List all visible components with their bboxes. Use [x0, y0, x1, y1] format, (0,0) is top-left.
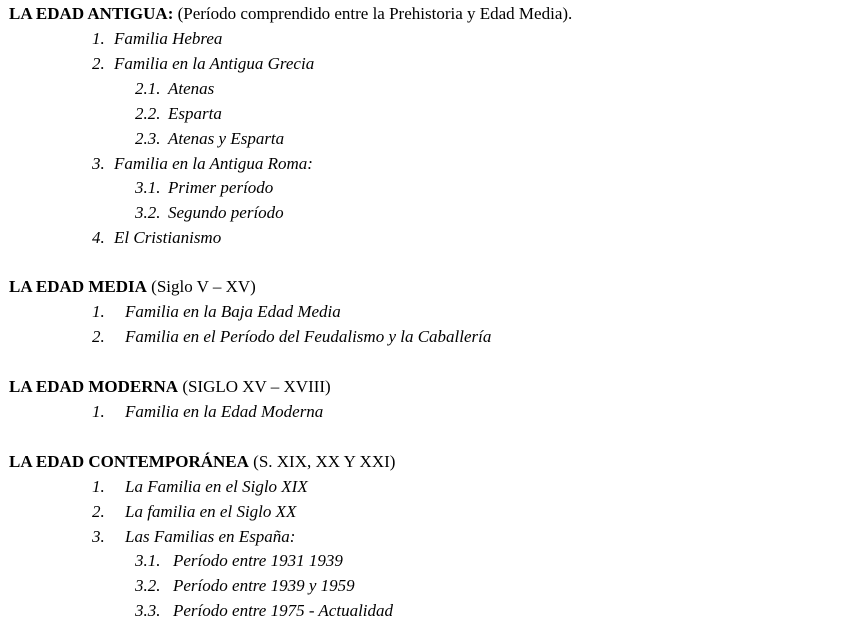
item-text: Familia en la Edad Moderna — [125, 402, 324, 421]
item-text: Las Familias en España: — [125, 527, 296, 546]
item-text: Familia en la Antigua Roma: — [114, 154, 313, 173]
subitem-text: Segundo período — [168, 203, 284, 222]
outline-item — [92, 54, 314, 74]
section-heading-moderna — [9, 377, 331, 397]
outline-subitem — [135, 551, 343, 571]
outline-item — [92, 327, 491, 347]
section-title: LA EDAD ANTIGUA: — [9, 4, 174, 23]
subitem-number: 3.3. — [135, 601, 161, 620]
outline-item — [92, 154, 313, 174]
item-text: El Cristianismo — [114, 228, 222, 247]
subitem-text: Período entre 1975 - Actualidad — [173, 601, 394, 620]
outline-subitem — [135, 129, 284, 149]
section-title: LA EDAD MODERNA — [9, 377, 179, 396]
outline-subitem — [135, 203, 284, 223]
section-subtitle: (SIGLO XV – XVIII) — [182, 377, 331, 396]
outline-subitem — [135, 601, 393, 621]
outline-item — [92, 402, 323, 422]
outline-item — [92, 228, 221, 248]
outline-subitem — [135, 576, 355, 596]
subitem-number: 3.2. — [135, 576, 161, 595]
section-title: LA EDAD CONTEMPORÁNEA — [9, 452, 249, 471]
item-text: La familia en el Siglo XX — [125, 502, 297, 521]
section-subtitle: (Siglo V – XV) — [151, 277, 256, 296]
outline-item — [92, 29, 222, 49]
subitem-number: 3.1. — [135, 178, 161, 197]
section-subtitle: (Período comprendido entre la Prehistoria y Edad Media). — [177, 4, 573, 23]
item-text: Familia en la Baja Edad Media — [125, 302, 341, 321]
outline-subitem — [135, 104, 222, 124]
outline-item — [92, 527, 295, 547]
section-subtitle: (S. XIX, XX Y XXI) — [253, 452, 396, 471]
item-text: Familia Hebrea — [114, 29, 223, 48]
section-heading-antigua — [9, 4, 572, 24]
section-heading-media — [9, 277, 256, 297]
subitem-text: Período entre 1931 1939 — [173, 551, 343, 570]
item-number: 4. — [92, 228, 105, 247]
outline-subitem — [135, 178, 273, 198]
subitem-text: Esparta — [168, 104, 222, 123]
subitem-text: Primer período — [168, 178, 274, 197]
item-number: 1. — [92, 402, 105, 421]
item-text: Familia en la Antigua Grecia — [114, 54, 315, 73]
item-number: 2. — [92, 54, 105, 73]
item-number: 1. — [92, 477, 105, 496]
item-number: 3. — [92, 154, 105, 173]
item-number: 1. — [92, 302, 105, 321]
subitem-number: 2.1. — [135, 79, 161, 98]
section-heading-contemporanea — [9, 452, 395, 472]
subitem-text: Período entre 1939 y 1959 — [173, 576, 355, 595]
outline-item — [92, 477, 308, 497]
item-text: Familia en el Período del Feudalismo y la Caballería — [125, 327, 492, 346]
item-number: 3. — [92, 527, 105, 546]
item-text: La Familia en el Siglo XIX — [125, 477, 308, 496]
outline-item — [92, 302, 341, 322]
item-number: 1. — [92, 29, 105, 48]
subitem-text: Atenas — [168, 79, 215, 98]
item-number: 2. — [92, 327, 105, 346]
outline-item — [92, 502, 296, 522]
item-number: 2. — [92, 502, 105, 521]
subitem-number: 3.2. — [135, 203, 161, 222]
outline-subitem — [135, 79, 214, 99]
subitem-text: Atenas y Esparta — [168, 129, 285, 148]
subitem-number: 2.2. — [135, 104, 161, 123]
subitem-number: 3.1. — [135, 551, 161, 570]
subitem-number: 2.3. — [135, 129, 161, 148]
section-title: LA EDAD MEDIA — [9, 277, 147, 296]
